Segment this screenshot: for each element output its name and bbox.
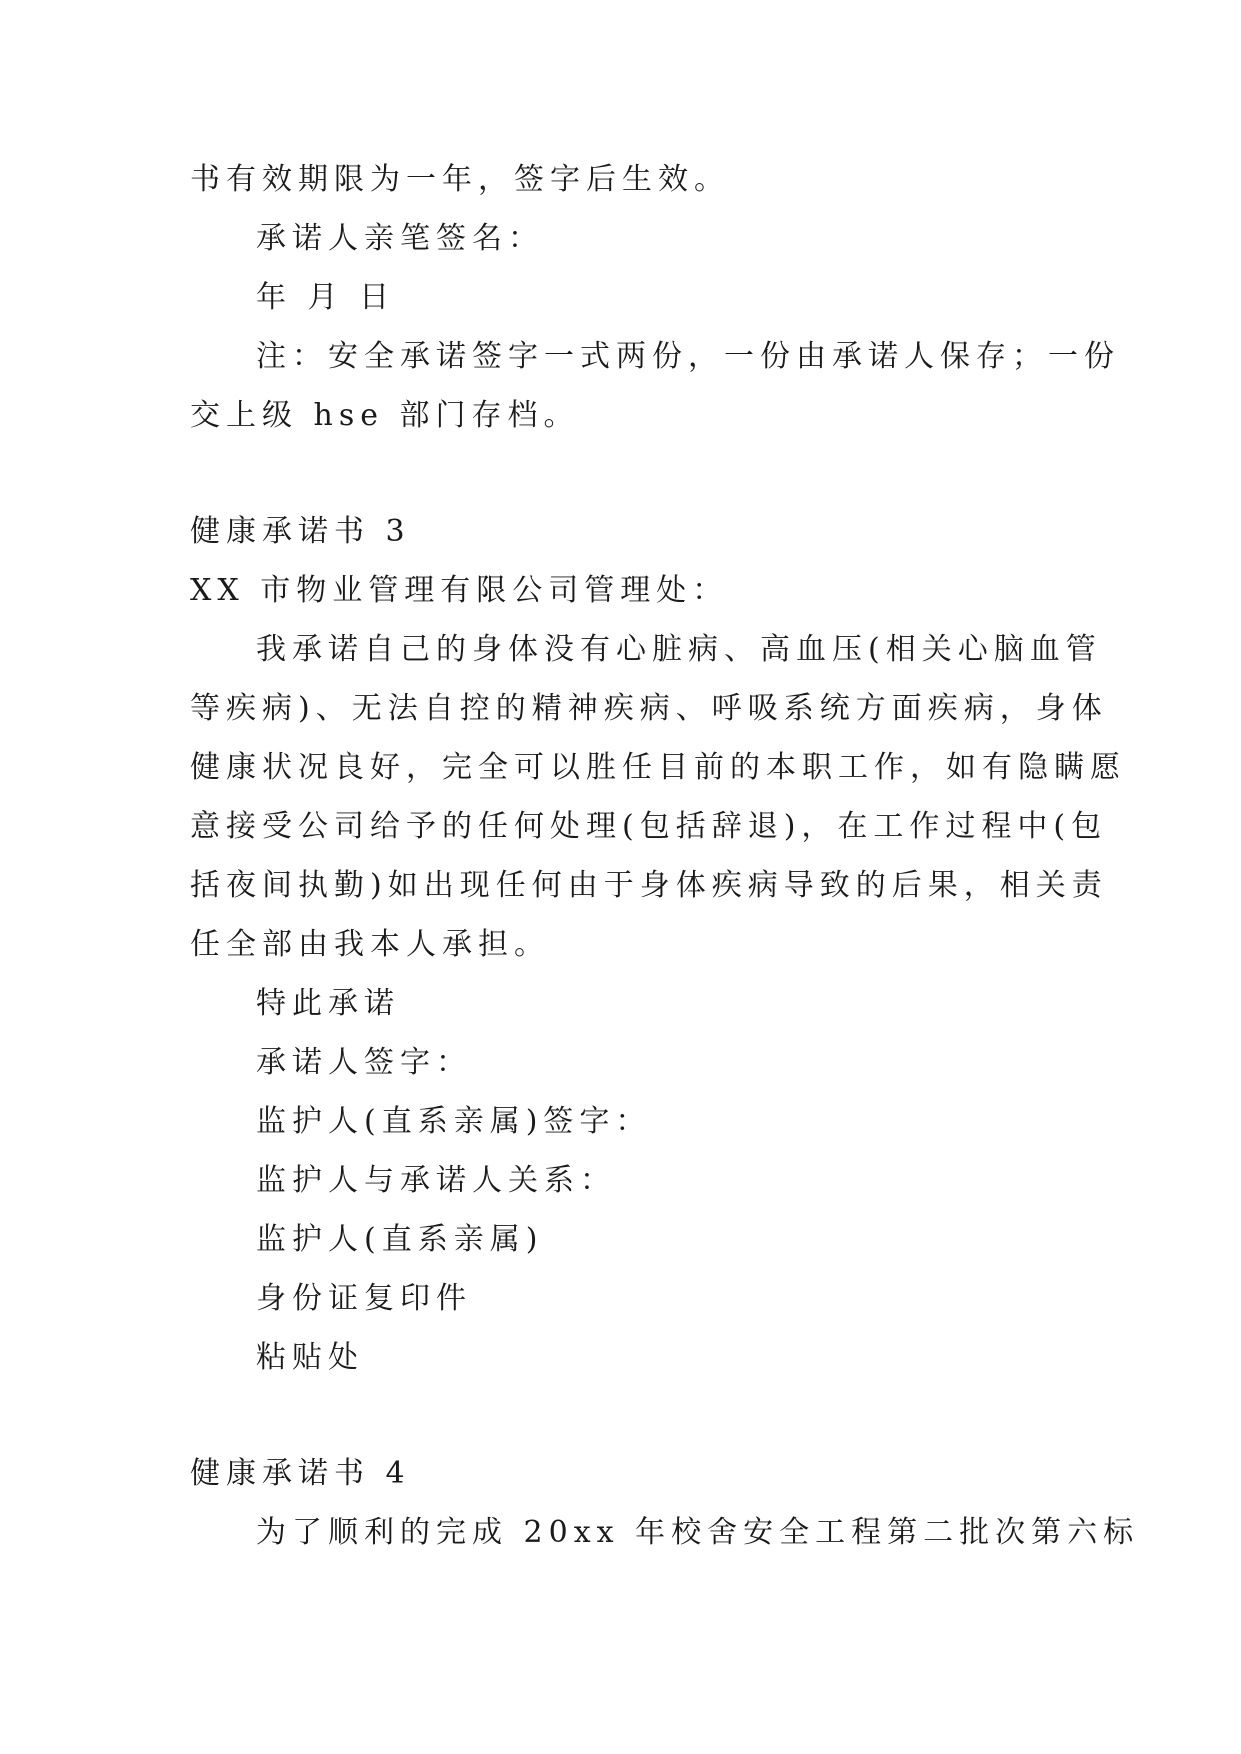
paragraph-line: 括夜间执勤)如出现任何由于身体疾病导致的后果，相关责 — [190, 868, 1108, 903]
guardian-label: 监护人(直系亲属) — [256, 1222, 544, 1257]
closing-line: 特此承诺 — [256, 986, 400, 1021]
signature-label: 承诺人亲笔签名： — [256, 221, 544, 256]
date-line: 年 月 日 — [256, 280, 396, 315]
relationship-label: 监护人与承诺人关系： — [256, 1163, 616, 1198]
paragraph-line: 书有效期限为一年，签字后生效。 — [190, 162, 730, 197]
signature-label: 承诺人签字： — [256, 1045, 472, 1080]
paste-area-label: 粘贴处 — [256, 1340, 364, 1375]
guardian-signature-label: 监护人(直系亲属)签字： — [256, 1104, 652, 1139]
note-line: 交上级 hse 部门存档。 — [190, 398, 580, 433]
paragraph-line: 等疾病)、无法自控的精神疾病、呼吸系统方面疾病，身体 — [190, 691, 1108, 726]
addressee-line: XX 市物业管理有限公司管理处： — [190, 573, 729, 608]
paragraph-line: 健康状况良好，完全可以胜任目前的本职工作，如有隐瞒愿 — [190, 750, 1126, 785]
paragraph-line: 意接受公司给予的任何处理(包括辞退)，在工作过程中(包 — [190, 809, 1108, 844]
paragraph-line: 任全部由我本人承担。 — [190, 927, 550, 962]
id-copy-label: 身份证复印件 — [256, 1281, 472, 1316]
paragraph-line: 我承诺自己的身体没有心脏病、高血压(相关心脑血管 — [256, 632, 1102, 667]
note-line: 注：安全承诺签字一式两份，一份由承诺人保存；一份 — [256, 339, 1120, 374]
section-heading: 健康承诺书 4 — [190, 1456, 411, 1491]
paragraph-line: 为了顺利的完成 20xx 年校舍安全工程第二批次第六标 — [256, 1515, 1140, 1550]
section-heading: 健康承诺书 3 — [190, 514, 411, 549]
